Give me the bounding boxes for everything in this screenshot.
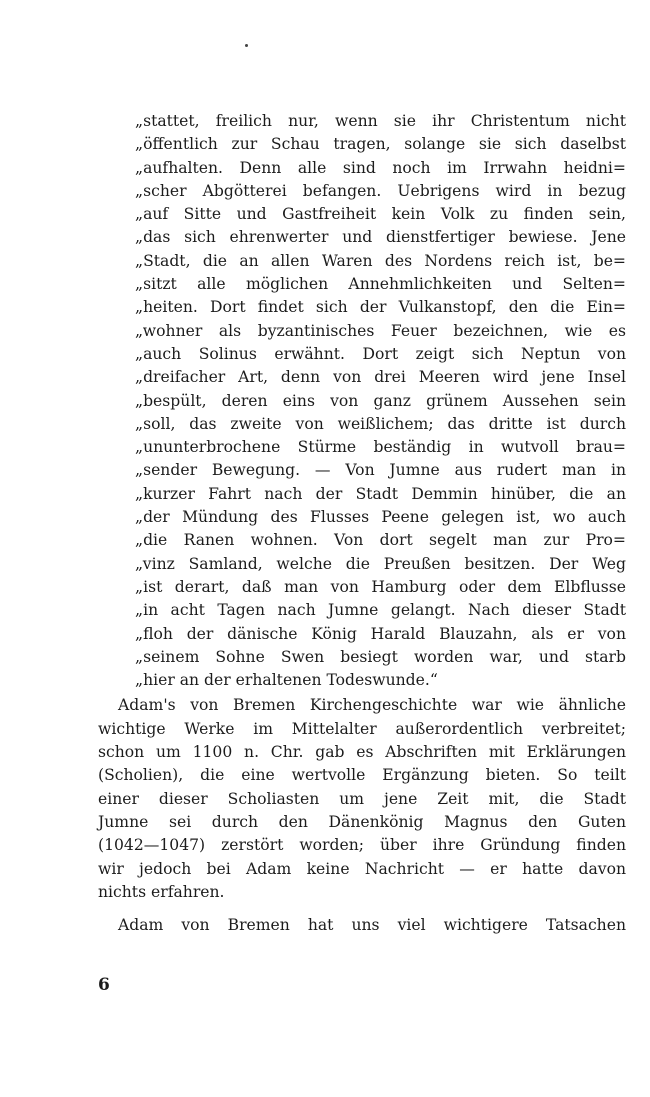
text-line: einer dieser Scholiasten um jene Zeit mit, die Stadt: [98, 789, 626, 808]
text-line: Jumne sei durch den Dänenkönig Magnus den Guten: [98, 812, 626, 831]
text-line: „vinz Samland, welche die Preußen besitzen. Der Weg: [135, 554, 626, 573]
text-line: „auch Solinus erwähnt. Dort zeigt sich Neptun von: [135, 344, 626, 363]
text-line: „sender Bewegung. — Von Jumne aus rudert man in: [135, 461, 626, 480]
paragraph-scholia: [98, 694, 626, 904]
text-line: nichts erfahren.: [98, 882, 225, 901]
text-line: „auf Sitte und Gastfreiheit kein Volk zu finden sein,: [135, 205, 626, 224]
text-line: „die Ranen wohnen. Von dort segelt man zur Pro=: [135, 531, 626, 550]
text-line: „aufhalten. Denn alle sind noch im Irrwahn heidni=: [135, 158, 626, 177]
text-line: „ist derart, daß man von Hamburg oder dem Elbflusse: [135, 577, 626, 596]
print-speck: [245, 44, 248, 47]
text-line: „scher Abgötterei befangen. Uebrigens wird in bezug: [135, 181, 626, 200]
text-line: „seinem Sohne Swen besiegt worden war, und starb: [135, 647, 626, 666]
paragraph-continuation: [98, 914, 626, 937]
text-line: „wohner als byzantinisches Feuer bezeichnen, wie es: [135, 321, 626, 340]
text-line: „öffentlich zur Schau tragen, solange sie sich daselbst: [135, 135, 626, 154]
text-line: (Scholien), die eine wertvolle Ergänzung bieten. So teilt: [98, 766, 626, 785]
text-line: wir jedoch bei Adam keine Nachricht — er hatte davon: [98, 859, 626, 878]
text-line: „soll, das zweite von weißlichem; das dritte ist durch: [135, 414, 626, 433]
text-line: Adam's von Bremen Kirchengeschichte war wie ähnliche: [118, 696, 626, 715]
text-line: „kurzer Fahrt nach der Stadt Demmin hinüber, die an: [135, 484, 626, 503]
text-line: Adam von Bremen hat uns viel wichtigere Tatsachen: [118, 916, 626, 935]
text-line: (1042—1047) zerstört worden; über ihre Gründung finden: [98, 836, 626, 855]
quotation-block: [98, 110, 626, 692]
page-number: 6: [98, 975, 110, 995]
text-line: „in acht Tagen nach Jumne gelangt. Nach dieser Stadt: [135, 601, 626, 620]
text-line: „floh der dänische König Harald Blauzahn, als er von: [135, 624, 626, 643]
text-line: „der Mündung des Flusses Peene gelegen ist, wo auch: [135, 508, 626, 527]
text-line: „das sich ehrenwerter und dienstfertiger bewiese. Jene: [135, 228, 626, 247]
text-line: „dreifacher Art, denn von drei Meeren wird jene Insel: [135, 368, 626, 387]
text-line: „Stadt, die an allen Waren des Nordens reich ist, be=: [135, 251, 626, 270]
page-body: [98, 110, 626, 937]
text-line: „ununterbrochene Stürme beständig in wutvoll brau=: [135, 438, 626, 457]
text-line: „stattet, freilich nur, wenn sie ihr Christentum nicht: [135, 112, 626, 130]
text-line: „heiten. Dort findet sich der Vulkanstopf, den die Ein=: [135, 298, 626, 317]
text-line: „bespült, deren eins von ganz grünem Aussehen sein: [135, 391, 626, 410]
text-line: „sitzt alle möglichen Annehmlichkeiten und Selten=: [135, 275, 626, 294]
text-line: „hier an der erhaltenen Todeswunde.“: [135, 671, 438, 690]
text-line: wichtige Werke im Mittelalter außerordentlich verbreitet;: [98, 719, 626, 738]
text-line: schon um 1100 n. Chr. gab es Abschriften mit Erklärungen: [98, 743, 626, 762]
